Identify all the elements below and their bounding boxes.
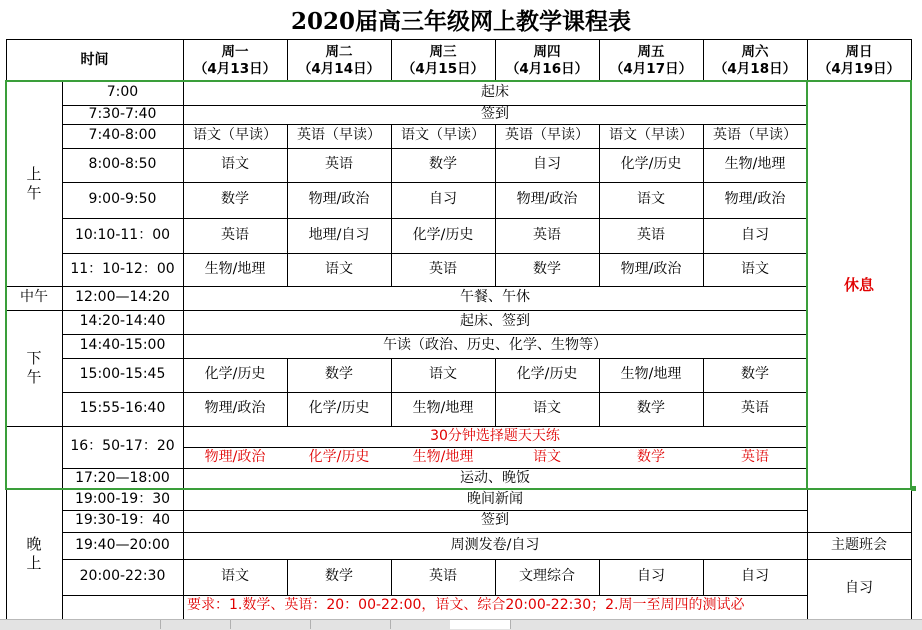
time-cell: 15:55-16:40: [79, 400, 166, 417]
time-cell: 8:00-8:50: [88, 156, 157, 173]
day-name: 周二: [325, 44, 353, 61]
time-cell: 11：10-12：00: [70, 260, 175, 277]
activity-cell: 晚间新闻: [467, 490, 523, 507]
grid-line: [6, 286, 807, 287]
activity-cell: 起床、签到: [460, 313, 530, 330]
period-char: 上: [26, 554, 42, 572]
class-cell: 生物/地理: [412, 400, 474, 417]
class-cell: 英语: [533, 226, 561, 243]
sheet-tab[interactable]: [310, 620, 391, 629]
sheet-tab[interactable]: [390, 620, 451, 629]
time-cell: 7:30-7:40: [88, 105, 157, 122]
grid-line: [62, 253, 807, 254]
grid-line: [62, 81, 63, 619]
class-cell: 语文: [325, 260, 353, 277]
practice-cell: 化学/历史: [308, 448, 370, 465]
class-cell: 数学: [221, 191, 249, 208]
day-name: 周四: [533, 44, 561, 61]
class-cell: 语文: [637, 191, 665, 208]
grid-line: [495, 559, 496, 595]
grid-line: [62, 595, 807, 596]
day-name: 周五: [637, 44, 665, 61]
class-cell: 化学/历史: [620, 156, 682, 173]
header-sat: [703, 40, 807, 81]
practice-cell: 物理/政治: [204, 448, 266, 465]
activity-cell: 运动、晚饭: [460, 469, 530, 486]
day-date: （4月17日）: [609, 60, 693, 77]
class-cell: 生物/地理: [204, 260, 266, 277]
sunday-rest: 休息: [843, 275, 874, 294]
grid-line: [6, 310, 807, 311]
practice-cell: 生物/地理: [412, 448, 474, 465]
grid-line: [6, 39, 912, 40]
sheet-tab[interactable]: [230, 620, 311, 629]
period-afternoon: [6, 310, 62, 426]
time-cell: 9:00-9:50: [88, 191, 157, 208]
day-name: 周六: [741, 44, 769, 61]
day-date: （4月19日）: [817, 60, 901, 77]
class-cell: 英语: [221, 226, 249, 243]
time-cell: 7:00: [106, 84, 139, 101]
class-cell: 数学: [533, 260, 561, 277]
class-cell: 自习: [429, 191, 457, 208]
class-cell: 语文（早读）: [193, 127, 277, 144]
day-date: （4月15日）: [401, 60, 485, 77]
time-cell: 15:00-15:45: [79, 366, 166, 383]
grid-line: [6, 489, 912, 490]
class-cell: 自习: [741, 226, 769, 243]
requirement-note: 要求：1.数学、英语：20：00-22:00，语文、综合20:00-22:30；2.周一至周四的测试必: [187, 597, 745, 613]
time-cell: 17:20—18:00: [75, 469, 170, 486]
period-char: 午: [26, 368, 42, 386]
class-cell: 数学: [637, 400, 665, 417]
header-time: 时间: [80, 51, 109, 68]
class-cell: 数学: [325, 568, 353, 585]
grid-line: [391, 39, 392, 81]
grid-line: [599, 559, 600, 595]
day-date: （4月13日）: [193, 60, 277, 77]
period-char: 上: [26, 164, 42, 183]
time-cell: 10:10-11：00: [74, 226, 171, 243]
practice-cell: 数学: [637, 448, 665, 465]
grid-line: [62, 392, 807, 393]
grid-line: [287, 39, 288, 81]
class-cell: 语文: [533, 400, 561, 417]
time-cell: 12:00—14:20: [75, 289, 170, 306]
header-sun: [807, 40, 911, 81]
fill-handle[interactable]: [911, 486, 916, 491]
grid-line: [62, 148, 807, 149]
class-cell: 英语（早读）: [713, 127, 797, 144]
header-fri: [599, 40, 703, 81]
time-cell: 19:30-19：40: [74, 512, 171, 529]
day-date: （4月16日）: [505, 60, 589, 77]
time-cell: 14:40-15:00: [79, 337, 166, 354]
activity-cell: 周测发卷/自习: [450, 536, 540, 553]
class-cell: 地理/自习: [308, 226, 370, 243]
time-cell: 7:40-8:00: [88, 127, 157, 144]
class-cell: 自习: [637, 568, 665, 585]
class-cell: 语文: [221, 156, 249, 173]
header-thu: [495, 40, 599, 81]
grid-line: [62, 468, 807, 469]
period-morning: [6, 81, 62, 286]
grid-line: [703, 559, 704, 595]
class-cell: 英语: [637, 226, 665, 243]
class-cell: 数学: [325, 366, 353, 383]
class-cell: 生物/地理: [620, 366, 682, 383]
period-noon: 中午: [20, 289, 48, 306]
time-cell: 19:40—20:00: [75, 536, 170, 553]
period-char: 晚: [26, 535, 42, 554]
class-cell: 语文（早读）: [401, 127, 485, 144]
sheet-tab[interactable]: [160, 620, 231, 629]
activity-cell: 起床: [481, 84, 509, 101]
class-cell: 英语（早读）: [505, 127, 589, 144]
class-cell: 生物/地理: [724, 156, 786, 173]
activity-cell: 签到: [481, 512, 509, 529]
grid-line: [6, 426, 807, 427]
class-cell: 语文: [221, 568, 249, 585]
class-cell: 物理/政治: [516, 191, 578, 208]
grid-line: [287, 559, 288, 595]
activity-cell: 午餐、午休: [460, 289, 530, 306]
day-name: 周日: [845, 44, 873, 61]
grid-line: [6, 81, 912, 82]
grid-line: [6, 39, 7, 619]
class-cell: 化学/历史: [204, 366, 266, 383]
class-cell: 英语: [429, 260, 457, 277]
grid-line: [62, 218, 807, 219]
period-char: 下: [26, 349, 42, 368]
sheet-tab[interactable]: [90, 620, 161, 629]
grid-line: [62, 510, 807, 511]
day-date: （4月14日）: [297, 60, 381, 77]
grid-line: [62, 358, 807, 359]
grid-line: [62, 559, 912, 560]
grid-line: [62, 105, 807, 106]
sunday-self-study: 自习: [845, 580, 873, 597]
class-cell: 化学/历史: [412, 226, 474, 243]
activity-cell: 午读（政治、历史、化学、生物等）: [383, 337, 607, 354]
period-char: 午: [26, 183, 42, 202]
grid-line: [62, 532, 912, 533]
grid-line: [599, 39, 600, 81]
class-cell: 语文: [741, 260, 769, 277]
class-cell: 自习: [741, 568, 769, 585]
class-cell: 物理/政治: [620, 260, 682, 277]
day-date: （4月18日）: [713, 60, 797, 77]
class-cell: 数学: [429, 156, 457, 173]
day-name: 周一: [221, 44, 249, 61]
class-cell: 自习: [533, 156, 561, 173]
time-cell: 20:00-22:30: [79, 568, 166, 585]
practice-title: 30分钟选择题天天练: [430, 427, 560, 444]
time-cell: 19:00-19：30: [74, 490, 171, 507]
class-cell: 英语（早读）: [297, 127, 381, 144]
class-cell: 英语: [429, 568, 457, 585]
class-cell: 物理/政治: [204, 400, 266, 417]
grid-line: [183, 447, 807, 448]
class-cell: 文理综合: [519, 568, 575, 585]
class-cell: 化学/历史: [516, 366, 578, 383]
header-tue: [287, 40, 391, 81]
time-cell: 16：50-17：20: [70, 438, 175, 455]
header-wed: [391, 40, 495, 81]
grid-line: [495, 39, 496, 81]
class-cell: 英语: [325, 156, 353, 173]
activity-cell: 签到: [481, 105, 509, 122]
class-cell: 数学: [741, 366, 769, 383]
grid-line: [62, 182, 807, 183]
header-mon: [183, 40, 287, 81]
grid-line: [62, 334, 807, 335]
class-cell: 物理/政治: [724, 191, 786, 208]
practice-cell: 英语: [741, 448, 769, 465]
class-cell: 语文（早读）: [609, 127, 693, 144]
period-evening: [6, 489, 62, 619]
sunday-class-meeting: 主题班会: [831, 536, 887, 553]
class-cell: 语文: [429, 366, 457, 383]
class-cell: 化学/历史: [308, 400, 370, 417]
grid-line: [703, 39, 704, 81]
class-cell: 物理/政治: [308, 191, 370, 208]
time-cell: 14:20-14:40: [79, 313, 166, 330]
sheet-tab-active[interactable]: [450, 620, 511, 629]
page-title: 2020届高三年级网上教学课程表: [290, 7, 631, 35]
grid-line: [62, 124, 807, 125]
grid-line: [391, 559, 392, 595]
class-cell: 英语: [741, 400, 769, 417]
day-name: 周三: [429, 44, 457, 61]
practice-cell: 语文: [533, 448, 561, 465]
